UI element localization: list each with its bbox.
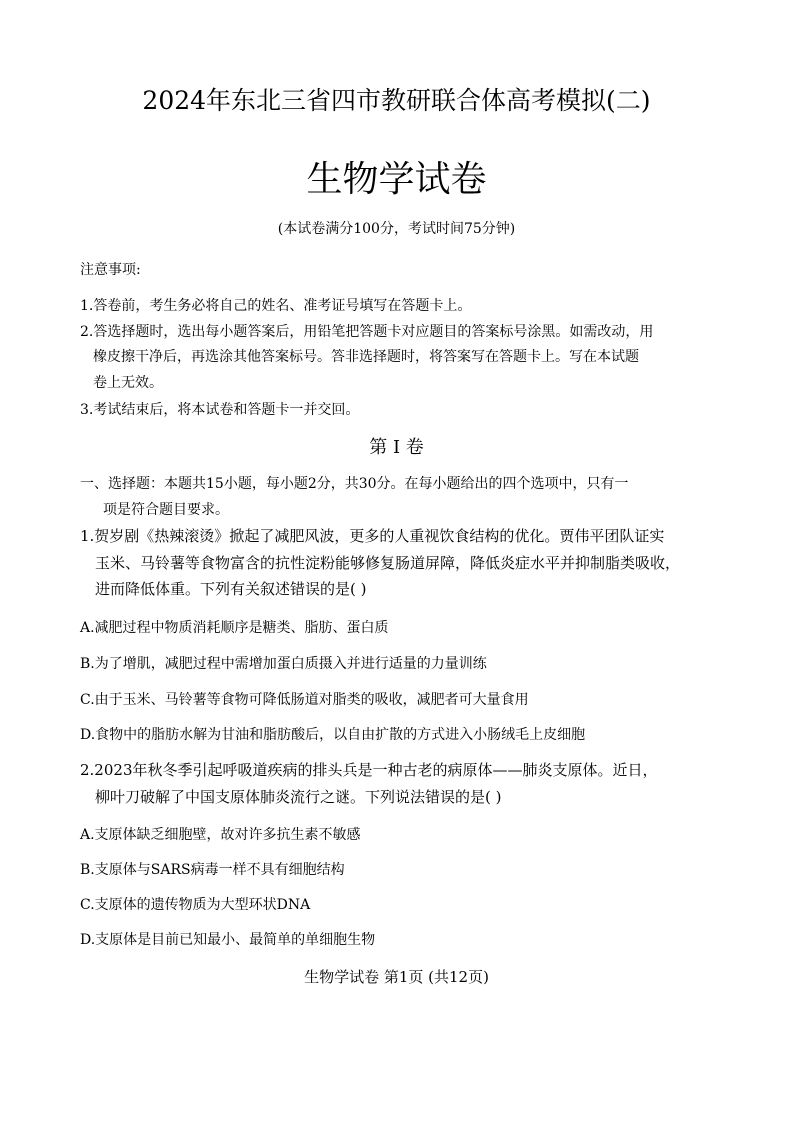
section-heading: 第 I 卷: [369, 437, 424, 458]
exam-info: (本试卷满分100分，考试时间75分钟): [277, 221, 516, 237]
question-stem-line: 玉米、马铃薯等食物富含的抗性淀粉能够修复肠道屏障，降低炎症水平并抑制脂类吸收，: [95, 554, 681, 572]
notes-item-2-line-3: 卷上无效。: [93, 375, 163, 391]
subject-title: 生物学试卷: [306, 159, 487, 200]
notes-heading: 注意事项:: [80, 262, 141, 278]
question-stem-line: 柳叶刀破解了中国支原体肺炎流行之谜。下列说法错误的是( ): [95, 788, 502, 806]
notes-item-2-line-2: 橡皮擦干净后，再选涂其他答案标号。答非选择题时，将答案写在答题卡上。写在本试题: [93, 349, 639, 365]
option-a: A.支原体缺乏细胞壁，故对许多抗生素不敏感: [80, 827, 361, 843]
option-a: A.减肥过程中物质消耗顺序是糖类、脂肪、蛋白质: [80, 620, 389, 636]
option-b: B.为了增肌，减肥过程中需增加蛋白质摄入并进行适量的力量训练: [80, 656, 487, 672]
option-b: B.支原体与SARS病毒一样不具有细胞结构: [80, 862, 345, 878]
notes-item-3: 3.考试结束后，将本试卷和答题卡一并交回。: [80, 402, 360, 418]
option-c: C.由于玉米、马铃薯等食物可降低肠道对脂类的吸收，减肥者可大量食用: [80, 692, 529, 708]
instruction-line-2: 项是符合题目要求。: [103, 502, 229, 518]
option-d: D.食物中的脂肪水解为甘油和脂肪酸后，以自由扩散的方式进入小肠绒毛上皮细胞: [80, 727, 586, 743]
option-c: C.支原体的遗传物质为大型环状DNA: [80, 897, 311, 913]
question-stem-line: 进而降低体重。下列有关叙述错误的是( ): [95, 580, 367, 598]
question-stem-line: 2.2023年秋冬季引起呼吸道疾病的排头兵是一种古老的病原体——肺炎支原体。近日，: [80, 761, 658, 779]
main-title: 2024年东北三省四市教研联合体高考模拟(二): [142, 86, 651, 115]
option-d: D.支原体是目前已知最小、最简单的单细胞生物: [80, 932, 376, 948]
notes-item-1: 1.答卷前，考生务必将自己的姓名、准考证号填写在答题卡上。: [80, 298, 472, 314]
instruction-line-1: 一、选择题：本题共15小题，每小题2分，共30分。在每小题给出的四个选项中，只有一: [80, 476, 629, 492]
question-stem-line: 1.贺岁剧《热辣滚烫》掀起了减肥风波，更多的人重视饮食结构的优化。贾伟平团队证实: [80, 527, 665, 545]
page-footer: 生物学试卷 第1页 (共12页): [304, 968, 489, 986]
notes-item-2-line-1: 2.答选择题时，选出每小题答案后，用铅笔把答题卡对应题目的答案标号涂黑。如需改动，用: [80, 324, 654, 340]
